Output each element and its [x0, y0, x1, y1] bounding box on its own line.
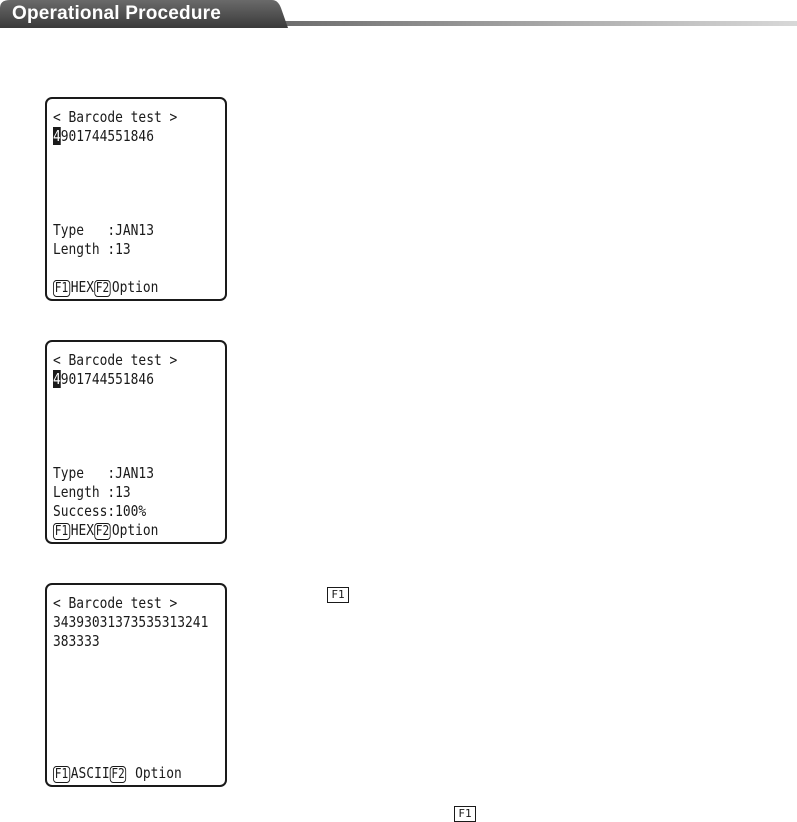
- length-line: Length :13: [53, 240, 131, 258]
- f1-key-icon: F1: [54, 767, 69, 782]
- success-line: Success:100%: [53, 502, 147, 520]
- barcode-data: 901744551846: [60, 370, 154, 388]
- screen-title: < Barcode test >: [53, 594, 178, 612]
- f2-label: Option: [127, 764, 182, 782]
- f1-label: ASCII: [70, 764, 110, 782]
- screen-title: < Barcode test >: [53, 351, 178, 369]
- type-line: Type :JAN13: [53, 221, 154, 239]
- text-cursor: 4: [53, 370, 61, 388]
- function-key-bar: [53, 278, 158, 297]
- f1-key-icon: F1: [454, 806, 476, 822]
- screen-title: < Barcode test >: [53, 108, 178, 126]
- length-line: Length :13: [53, 483, 131, 501]
- f1-label: HEX: [70, 521, 95, 539]
- f1-key-icon: F1: [327, 587, 349, 603]
- section-header: [0, 0, 797, 30]
- f2-label: Option: [111, 278, 159, 296]
- type-line: Type :JAN13: [53, 464, 154, 482]
- hex-data-line-1: 34393031373535313241: [53, 613, 209, 631]
- f1-label: HEX: [70, 278, 95, 296]
- f2-key-icon: F2: [111, 767, 125, 782]
- f1-key-icon: F1: [54, 281, 69, 296]
- f2-key-icon: F2: [95, 281, 110, 296]
- page-title: Operational Procedure: [12, 3, 222, 24]
- f2-label: Option: [111, 521, 159, 539]
- f1-key-icon: F1: [54, 524, 69, 539]
- barcode-data: 901744551846: [60, 127, 154, 145]
- text-cursor: 4: [53, 127, 61, 145]
- function-key-bar: [53, 764, 182, 783]
- function-key-bar: [53, 521, 158, 540]
- barcode-data-line: [53, 127, 154, 146]
- lcd-screen-1: [45, 97, 227, 301]
- f2-key-icon: F2: [95, 524, 110, 539]
- barcode-data-line: [53, 370, 154, 389]
- lcd-screen-3: [45, 583, 227, 787]
- lcd-screen-2: [45, 340, 227, 544]
- hex-data-line-2: 383333: [53, 632, 100, 650]
